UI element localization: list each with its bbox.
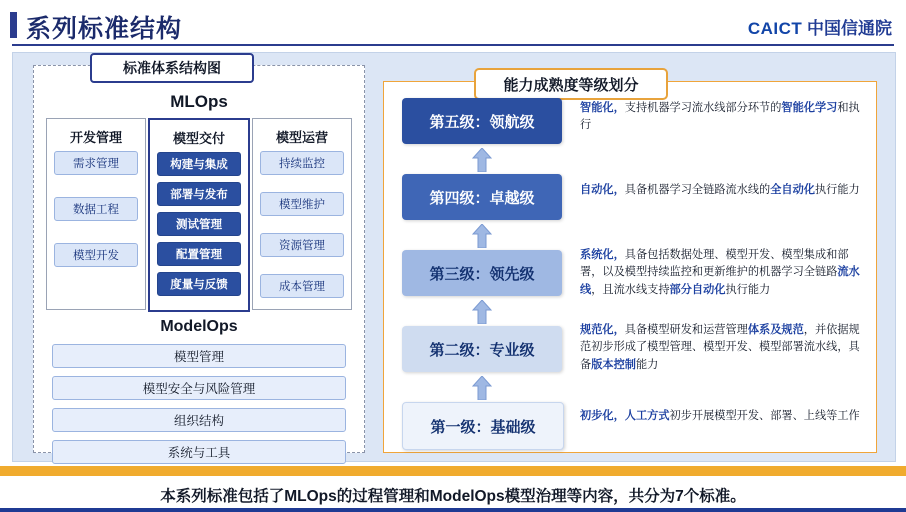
level-4-box[interactable]: 第四级：卓越级 (402, 174, 562, 220)
chip-metrics-and-feedback[interactable]: 度量与反馈 (157, 272, 241, 296)
chip-deploy-and-release[interactable]: 部署与发布 (157, 182, 241, 206)
level-2-box[interactable]: 第二级：专业级 (402, 326, 562, 372)
chip-data-engineering[interactable]: 数据工程 (54, 197, 138, 221)
level-5-keyword: 智能化， (580, 102, 625, 114)
column-development-management (46, 118, 146, 310)
column-model-delivery (148, 118, 250, 312)
arrow-up-icon (472, 376, 492, 400)
row-model-management[interactable]: 模型管理 (52, 344, 346, 368)
level-1-text-mid: 初步开展模型开发、部署、上线等工作 (669, 410, 860, 422)
level-5-description (580, 100, 864, 135)
chip-build-and-integration[interactable]: 构建与集成 (157, 152, 241, 176)
chip-model-development[interactable]: 模型开发 (54, 243, 138, 267)
arrow-up-icon (472, 224, 492, 248)
level-5-text-mid: 支持机器学习流水线部分环节的 (624, 102, 782, 114)
maturity-level-panel (383, 76, 877, 453)
row-systems-and-tools[interactable]: 系统与工具 (52, 440, 346, 464)
column-heading: 模型运营 (275, 130, 328, 145)
logo-primary-text: CAICT (747, 19, 803, 38)
arrow-up-icon (472, 148, 492, 172)
level-4-keyword-2: 全自动化 (770, 184, 815, 196)
chip-requirement-management[interactable]: 需求管理 (54, 151, 138, 175)
row-model-security-and-risk-management[interactable]: 模型安全与风险管理 (52, 376, 346, 400)
column-items (54, 151, 138, 275)
level-4-description (580, 182, 864, 199)
mlops-columns (46, 118, 352, 308)
level-2-text-after: ，并依据规范初步形成了模型管理、模型开发、模型部署流水线，具备 (580, 324, 860, 371)
column-model-operations (252, 118, 352, 310)
chip-test-management[interactable]: 测试管理 (157, 212, 241, 236)
arrow-up-icon (472, 300, 492, 324)
header-divider (12, 44, 894, 46)
level-5-box[interactable]: 第五级：领航级 (402, 98, 562, 144)
level-3-keyword-3: 部分自动化 (669, 283, 726, 296)
page-title: 系列标准结构 (26, 15, 183, 43)
footer-accent-bar (0, 466, 906, 476)
level-5-text-after: 和执行 (580, 102, 860, 132)
level-3-description (580, 247, 864, 299)
column-items (260, 151, 344, 306)
right-panel-title: 能力成熟度等级划分 (503, 76, 639, 94)
logo-secondary-text: 中国信通院 (807, 19, 892, 38)
level-3-keyword: 系统化， (580, 249, 625, 261)
level-2-keyword-3: 版本控制 (591, 358, 636, 371)
header-accent-bar (10, 12, 17, 38)
level-3-box[interactable]: 第三级：领先级 (402, 250, 562, 296)
diagram-canvas (12, 52, 896, 462)
left-panel-title: 标准体系结构图 (123, 60, 221, 76)
column-heading: 模型交付 (172, 131, 225, 146)
level-2-description (580, 322, 864, 374)
caict-logo (748, 14, 892, 39)
standard-system-structure-panel (33, 60, 365, 460)
chip-cost-management[interactable]: 成本管理 (260, 274, 344, 298)
column-heading: 开发管理 (69, 130, 122, 145)
level-1-keyword: 初步化， (580, 410, 625, 422)
chip-continuous-monitoring[interactable]: 持续监控 (260, 151, 344, 175)
level-2-text-mid: 具备模型研发和运营管理 (624, 324, 748, 336)
row-organization-structure[interactable]: 组织结构 (52, 408, 346, 432)
level-1-box[interactable]: 第一级：基础级 (402, 402, 564, 450)
level-5-keyword-2: 智能化学习 (781, 102, 838, 114)
level-4-keyword: 自动化， (580, 184, 625, 196)
level-1-description (580, 408, 864, 425)
level-2-text-tail: 能力 (635, 358, 659, 371)
level-4-text-after: 执行能力 (814, 184, 860, 196)
footer-divider (0, 508, 906, 512)
modelops-heading: ModelOps (160, 318, 238, 335)
chip-configuration-management[interactable]: 配置管理 (157, 242, 241, 266)
modelops-rows (52, 344, 346, 472)
level-2-keyword-2: 体系及规范 (747, 324, 804, 336)
chip-model-maintenance[interactable]: 模型维护 (260, 192, 344, 216)
level-2-keyword: 规范化， (580, 324, 625, 336)
slide-header (0, 0, 906, 48)
level-3-text-tail: 执行能力 (725, 283, 771, 296)
level-3-text-after: ，且流水线支持 (591, 283, 670, 296)
footer-caption: 本系列标准包括了MLOps的过程管理和ModelOps模型治理等内容，共分为7个标准。 (160, 488, 746, 505)
mlops-heading: MLOps (170, 92, 228, 111)
left-panel-title-box (90, 53, 254, 83)
level-3-text-mid: 具备包括数据处理、模型开发、模型集成和部署，以及模型持续监控和更新维护的机器学习全链路 (580, 249, 849, 279)
right-panel-title-box (474, 68, 668, 100)
column-items (157, 152, 241, 302)
level-4-text-mid: 具备机器学习全链路流水线的 (624, 184, 771, 196)
chip-resource-management[interactable]: 资源管理 (260, 233, 344, 257)
level-3-keyword-2: 流水线 (580, 266, 860, 296)
level-1-keyword-2: 人工方式 (624, 410, 670, 422)
